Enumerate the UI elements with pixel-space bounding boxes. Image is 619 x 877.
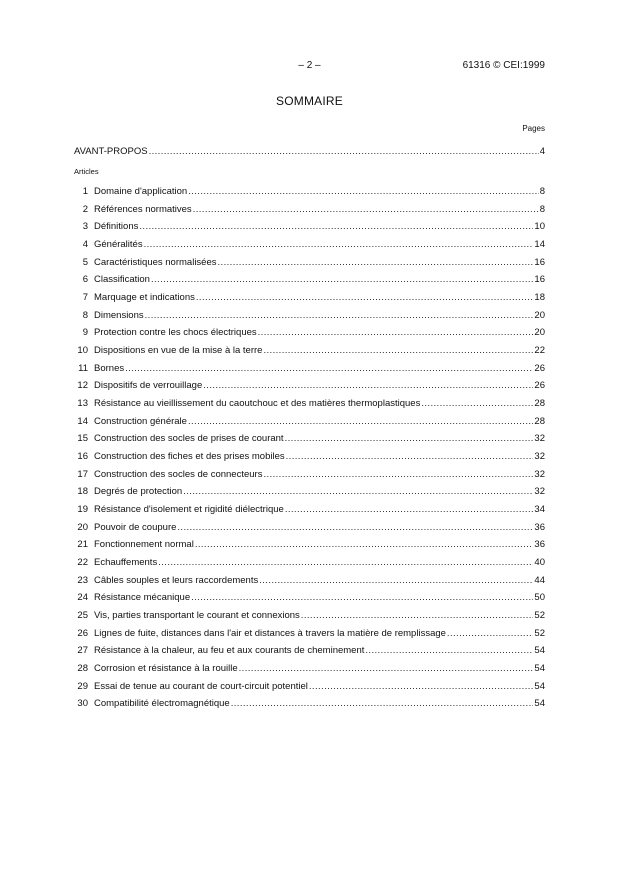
toc-entry[interactable] [74,557,545,575]
toc-entry[interactable] [74,451,545,469]
toc-entry-number: 14 [77,415,88,427]
toc-entry-title: Bornes [94,362,125,374]
toc-entry[interactable] [74,186,545,204]
toc-entry-page: 20 [534,309,545,321]
toc-entry-title: Pouvoir de coupure [94,521,177,533]
toc-entry-number: 22 [77,557,88,569]
toc-entry-title: Protection contre les chocs électriques [94,327,257,339]
toc-entry-page: 32 [534,451,545,463]
toc-entry-page: 32 [534,433,545,445]
toc-entry-page: 40 [534,557,545,569]
toc-entry-title: Câbles souples et leurs raccordements [94,574,259,586]
dot-leader [188,416,533,427]
toc-entry[interactable] [74,363,545,381]
toc-entry-number: 27 [77,645,88,657]
dot-leader [285,504,534,515]
toc-entry-number: 30 [77,698,88,710]
toc-entry[interactable] [74,380,545,398]
toc-entry-title: Dimensions [94,309,144,321]
toc-entry-page: 8 [539,203,545,215]
dot-leader [125,363,533,374]
toc-entry-page: 16 [534,256,545,268]
dot-leader [263,469,533,480]
toc-entry-page: 52 [534,627,545,639]
toc-entry-number: 25 [77,610,88,622]
toc-entry-page: 54 [534,680,545,692]
toc-entry-title: Classification [94,274,150,286]
toc-entry-number: 10 [77,345,88,357]
dot-leader [183,486,533,497]
toc-entry[interactable] [74,221,545,239]
toc-entry[interactable] [74,592,545,610]
toc-entry-page: 54 [534,645,545,657]
toc-entry-page: 50 [534,592,545,604]
dot-leader [158,557,533,568]
toc-entry[interactable] [74,398,545,416]
toc-entry-title: Construction générale [94,415,187,427]
toc-entry[interactable] [74,469,545,487]
dot-leader [301,610,534,621]
toc-entry[interactable] [74,486,545,504]
table-of-contents [74,186,545,716]
toc-entry[interactable] [74,204,545,222]
toc-entry-number: 23 [77,574,88,586]
toc-entry-number: 4 [82,239,88,251]
toc-entry-avant-propos[interactable] [74,146,545,157]
toc-entry-page: 36 [534,539,545,551]
toc-entry-number: 20 [77,521,88,533]
toc-entry-page: 18 [534,292,545,304]
toc-entry-title: Echauffements [94,557,158,569]
dot-leader [286,451,534,462]
dot-leader [309,681,534,692]
toc-entry-page: 16 [534,274,545,286]
toc-entry-title: Résistance d'isolement et rigidité diélectrique [94,504,284,516]
toc-entry-page: 20 [534,327,545,339]
toc-entry-page: 54 [534,698,545,710]
toc-entry-title: Corrosion et résistance à la rouille [94,663,238,675]
toc-entry-title: Résistance mécanique [94,592,191,604]
toc-entry[interactable] [74,610,545,628]
toc-entry-title: Dispositifs de verrouillage [94,380,203,392]
toc-entry-page: 52 [534,610,545,622]
toc-entry[interactable] [74,539,545,557]
dot-leader [263,345,533,356]
toc-entry-title: Domaine d'application [94,186,188,197]
toc-entry[interactable] [74,292,545,310]
toc-entry-page: 28 [534,398,545,410]
toc-entry[interactable] [74,239,545,257]
toc-entry[interactable] [74,257,545,275]
toc-entry-page: 44 [534,574,545,586]
toc-entry-title: Fonctionnement normal [94,539,194,551]
dot-leader [139,221,533,232]
dot-leader [203,380,533,391]
toc-entry[interactable] [74,416,545,434]
toc-entry-number: 19 [77,504,88,516]
toc-entry-page: 26 [534,362,545,374]
dot-leader [151,274,533,285]
toc-entry-page: 34 [534,504,545,516]
toc-entry-number: 15 [77,433,88,445]
toc-entry-title: Vis, parties transportant le courant et connexions [94,610,300,622]
dot-leader [144,239,534,250]
toc-entry-page: 36 [534,521,545,533]
toc-entry[interactable] [74,698,545,716]
toc-entry-page: 14 [534,239,545,251]
toc-entry-number: 26 [77,627,88,639]
dot-leader [191,592,533,603]
toc-entry[interactable] [74,504,545,522]
toc-entry-title: Marquage et indications [94,292,195,304]
toc-entry[interactable] [74,575,545,593]
dot-leader [231,698,534,709]
toc-entry-number: 5 [82,256,88,268]
toc-entry-page: 10 [534,221,545,233]
toc-entry-page: 32 [534,468,545,480]
toc-entry-page: 22 [534,345,545,357]
toc-entry-title: Définitions [94,221,139,233]
toc-entry-number: 17 [77,468,88,480]
toc-entry[interactable] [74,433,545,451]
toc-entry-number: 29 [77,680,88,692]
toc-entry[interactable] [74,522,545,540]
page-title: SOMMAIRE [276,94,343,108]
dot-leader [259,575,533,586]
toc-entry[interactable] [74,327,545,345]
toc-entry-page: 28 [534,415,545,427]
toc-entry-title: Lignes de fuite, distances dans l'air et distances à travers la matière de remplissage [94,627,446,639]
toc-entry-page: 32 [534,486,545,498]
dot-leader [188,186,539,197]
dot-leader [145,310,534,321]
toc-entry-number: 7 [82,292,88,304]
toc-entry-title: Résistance à la chaleur, au feu et aux courants de cheminement [94,645,365,657]
toc-entry-title: Références normatives [94,203,192,215]
toc-entry-number: 3 [82,221,88,233]
toc-entry-title: Dispositions en vue de la mise à la terre [94,345,263,357]
toc-entry-page: 8 [539,186,545,197]
dot-leader [285,433,534,444]
toc-entry-title: Compatibilité électromagnétique [94,698,230,710]
dot-leader [193,204,539,215]
toc-entry-number: 13 [77,398,88,410]
toc-entry-title: Construction des socles de connecteurs [94,468,263,480]
toc-entry-number: 18 [77,486,88,498]
dot-leader [421,398,533,409]
toc-entry-number: 21 [77,539,88,551]
toc-entry-number: 1 [82,186,88,197]
toc-entry-number: 2 [82,203,88,215]
toc-entry-number: 28 [77,663,88,675]
toc-entry-number: 12 [77,380,88,392]
toc-entry-title: Degrés de protection [94,486,183,498]
pages-column-label: Pages [522,124,545,133]
toc-entry-page: 54 [534,663,545,675]
toc-entry-number: 11 [78,362,88,374]
toc-entry-title: Généralités [94,239,143,251]
toc-entry-number: 8 [82,309,88,321]
toc-entry[interactable] [74,345,545,363]
toc-entry-title: Résistance au vieillissement du caoutchouc et des matières thermoplastiques [94,398,421,410]
toc-entry-title: Essai de tenue au courant de court-circuit potentiel [94,680,308,692]
dot-leader [258,327,534,338]
toc-entry[interactable] [74,274,545,292]
dot-leader [218,257,534,268]
toc-entry[interactable] [74,645,545,663]
toc-entry-title: AVANT-PROPOS [74,146,148,157]
toc-entry[interactable] [74,628,545,646]
document-reference: 61316 © CEI:1999 [462,60,545,71]
page-number: – 2 – [298,60,321,71]
toc-entry-title: Construction des fiches et des prises mobiles [94,451,285,463]
toc-entry-number: 24 [77,592,88,604]
toc-entry-page: 26 [534,380,545,392]
dot-leader [196,292,534,303]
toc-entry[interactable] [74,310,545,328]
dot-leader [447,628,534,639]
toc-entry-number: 9 [82,327,88,339]
toc-entry-page: 4 [539,146,545,157]
dot-leader [149,146,539,157]
toc-entry[interactable] [74,663,545,681]
dot-leader [365,645,533,656]
articles-label: Articles [74,167,99,176]
toc-entry-number: 6 [82,274,88,286]
dot-leader [239,663,534,674]
toc-entry-number: 16 [77,451,88,463]
dot-leader [177,522,533,533]
dot-leader [195,539,534,550]
toc-entry[interactable] [74,681,545,699]
toc-entry-title: Caractéristiques normalisées [94,256,217,268]
toc-entry-title: Construction des socles de prises de courant [94,433,284,445]
